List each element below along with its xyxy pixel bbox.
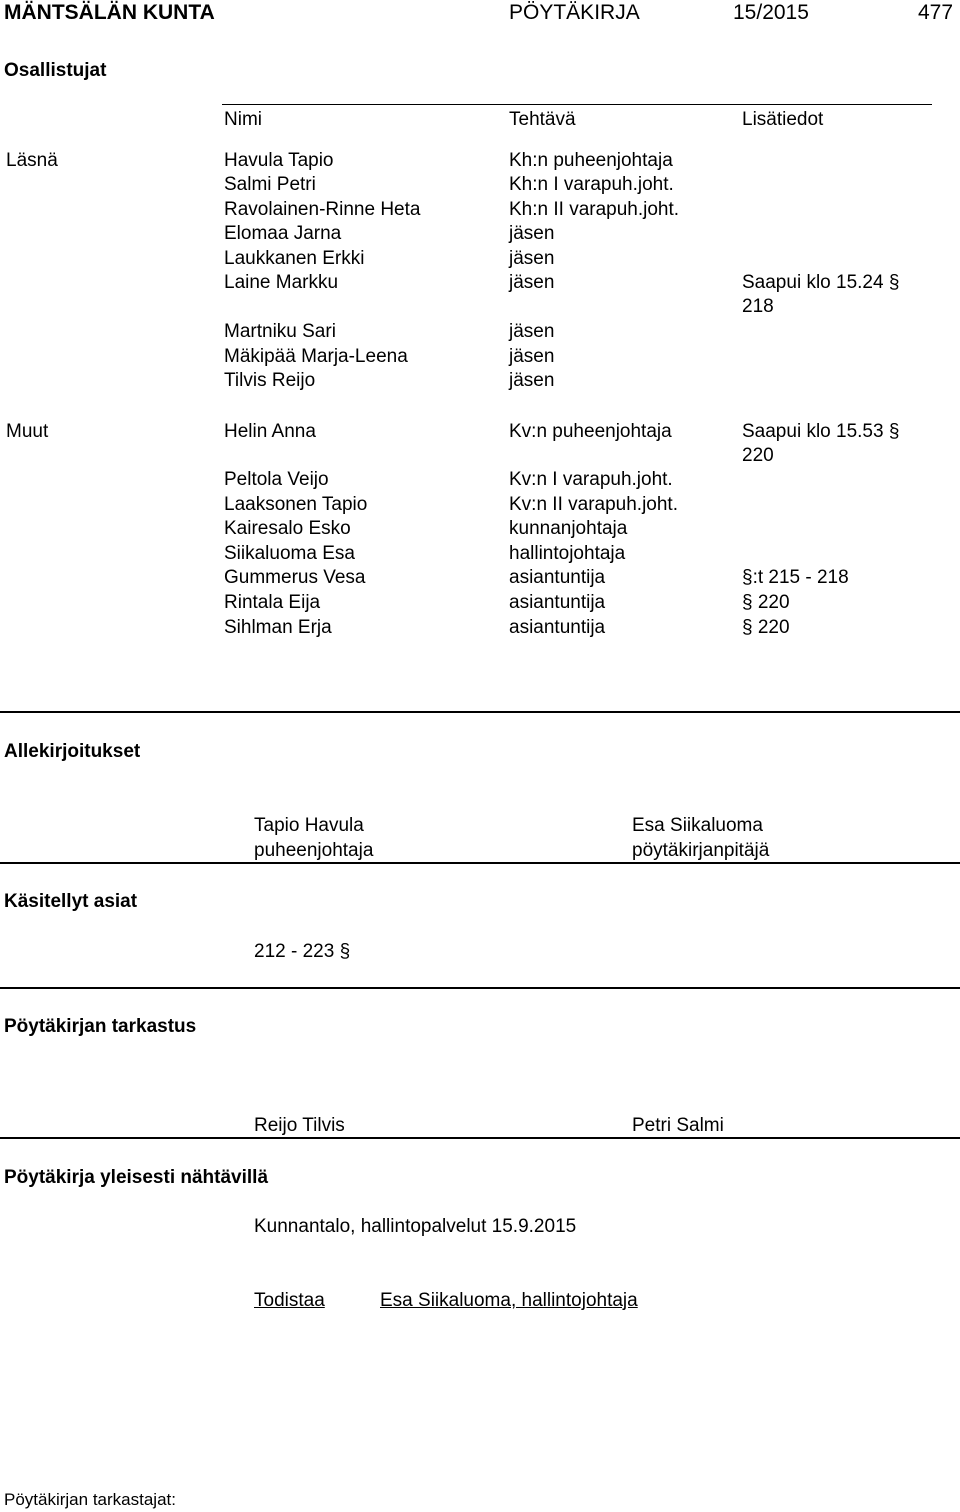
participant-role: Kv:n puheenjohtaja (509, 421, 672, 442)
section-divider (0, 987, 960, 989)
present-label: Läsnä (6, 150, 58, 171)
participant-name: Salmi Petri (224, 174, 316, 195)
participant-role: jäsen (509, 248, 555, 269)
signer-1-name: Tapio Havula (254, 815, 364, 836)
participant-info-continued: 218 (742, 296, 774, 317)
participant-name: Kairesalo Esko (224, 518, 351, 539)
participant-role: hallintojohtaja (509, 543, 626, 564)
others-label: Muut (6, 421, 49, 442)
participant-role: asiantuntija (509, 617, 606, 638)
participant-role: jäsen (509, 370, 555, 391)
participant-role: kunnanjohtaja (509, 518, 628, 539)
handled-title: Käsitellyt asiat (4, 891, 138, 912)
header-rule (222, 104, 932, 105)
public-place: Kunnantalo, hallintopalvelut 15.9.2015 (254, 1216, 577, 1237)
participant-role: jäsen (509, 272, 555, 293)
participant-name: Laukkanen Erkki (224, 248, 365, 269)
participant-name: Gummerus Vesa (224, 567, 366, 588)
participant-name: Laaksonen Tapio (224, 494, 368, 515)
handled-value: 212 - 223 § (254, 941, 351, 962)
participant-name: Ravolainen-Rinne Heta (224, 199, 421, 220)
participant-role: jäsen (509, 321, 555, 342)
signer-2-role: pöytäkirjanpitäjä (632, 840, 770, 861)
participant-info: Saapui klo 15.53 § (742, 421, 900, 442)
participant-role: Kh:n puheenjohtaja (509, 150, 673, 171)
public-title: Pöytäkirja yleisesti nähtävillä (4, 1167, 269, 1188)
participant-role: jäsen (509, 346, 555, 367)
participant-name: Helin Anna (224, 421, 316, 442)
participant-role: jäsen (509, 223, 555, 244)
reviewer-1-name: Reijo Tilvis (254, 1115, 345, 1136)
page-number: 477 (918, 1, 954, 24)
participant-name: Sihlman Erja (224, 617, 332, 638)
participant-name: Rintala Eija (224, 592, 321, 613)
meeting-number: 15/2015 (733, 1, 809, 24)
signer-1-role: puheenjohtaja (254, 840, 374, 861)
participant-info: § 220 (742, 592, 790, 613)
reviewer-2-name: Petri Salmi (632, 1115, 724, 1136)
participant-role: Kv:n II varapuh.joht. (509, 494, 678, 515)
participant-role: asiantuntija (509, 567, 606, 588)
participant-name: Mäkipää Marja-Leena (224, 346, 408, 367)
column-header-name: Nimi (224, 109, 262, 130)
participant-role: asiantuntija (509, 592, 606, 613)
section-divider (0, 711, 960, 713)
participants-title: Osallistujat (4, 60, 107, 81)
review-title: Pöytäkirjan tarkastus (4, 1016, 197, 1037)
participant-info: § 220 (742, 617, 790, 638)
certify-label: Todistaa (254, 1290, 325, 1311)
participant-info-continued: 220 (742, 445, 774, 466)
participant-name: Martniku Sari (224, 321, 336, 342)
participant-info: §:t 215 - 218 (742, 567, 849, 588)
participant-name: Havula Tapio (224, 150, 334, 171)
section-divider (0, 862, 960, 864)
participant-role: Kv:n I varapuh.joht. (509, 469, 673, 490)
participant-info: Saapui klo 15.24 § (742, 272, 900, 293)
municipality-name: MÄNTSÄLÄN KUNTA (4, 1, 215, 24)
participant-name: Siikaluoma Esa (224, 543, 355, 564)
certify-value: Esa Siikaluoma, hallintojohtaja (380, 1290, 638, 1311)
participant-role: Kh:n I varapuh.joht. (509, 174, 674, 195)
participant-name: Elomaa Jarna (224, 223, 342, 244)
signatures-title: Allekirjoitukset (4, 741, 141, 762)
participant-name: Peltola Veijo (224, 469, 329, 490)
column-header-info: Lisätiedot (742, 109, 824, 130)
participant-name: Laine Markku (224, 272, 339, 293)
column-header-role: Tehtävä (509, 109, 576, 130)
reviewers-label: Pöytäkirjan tarkastajat: (4, 1490, 176, 1509)
participant-name: Tilvis Reijo (224, 370, 316, 391)
section-divider (0, 1137, 960, 1139)
participant-role: Kh:n II varapuh.joht. (509, 199, 680, 220)
signer-2-name: Esa Siikaluoma (632, 815, 763, 836)
document-type: PÖYTÄKIRJA (509, 1, 640, 24)
